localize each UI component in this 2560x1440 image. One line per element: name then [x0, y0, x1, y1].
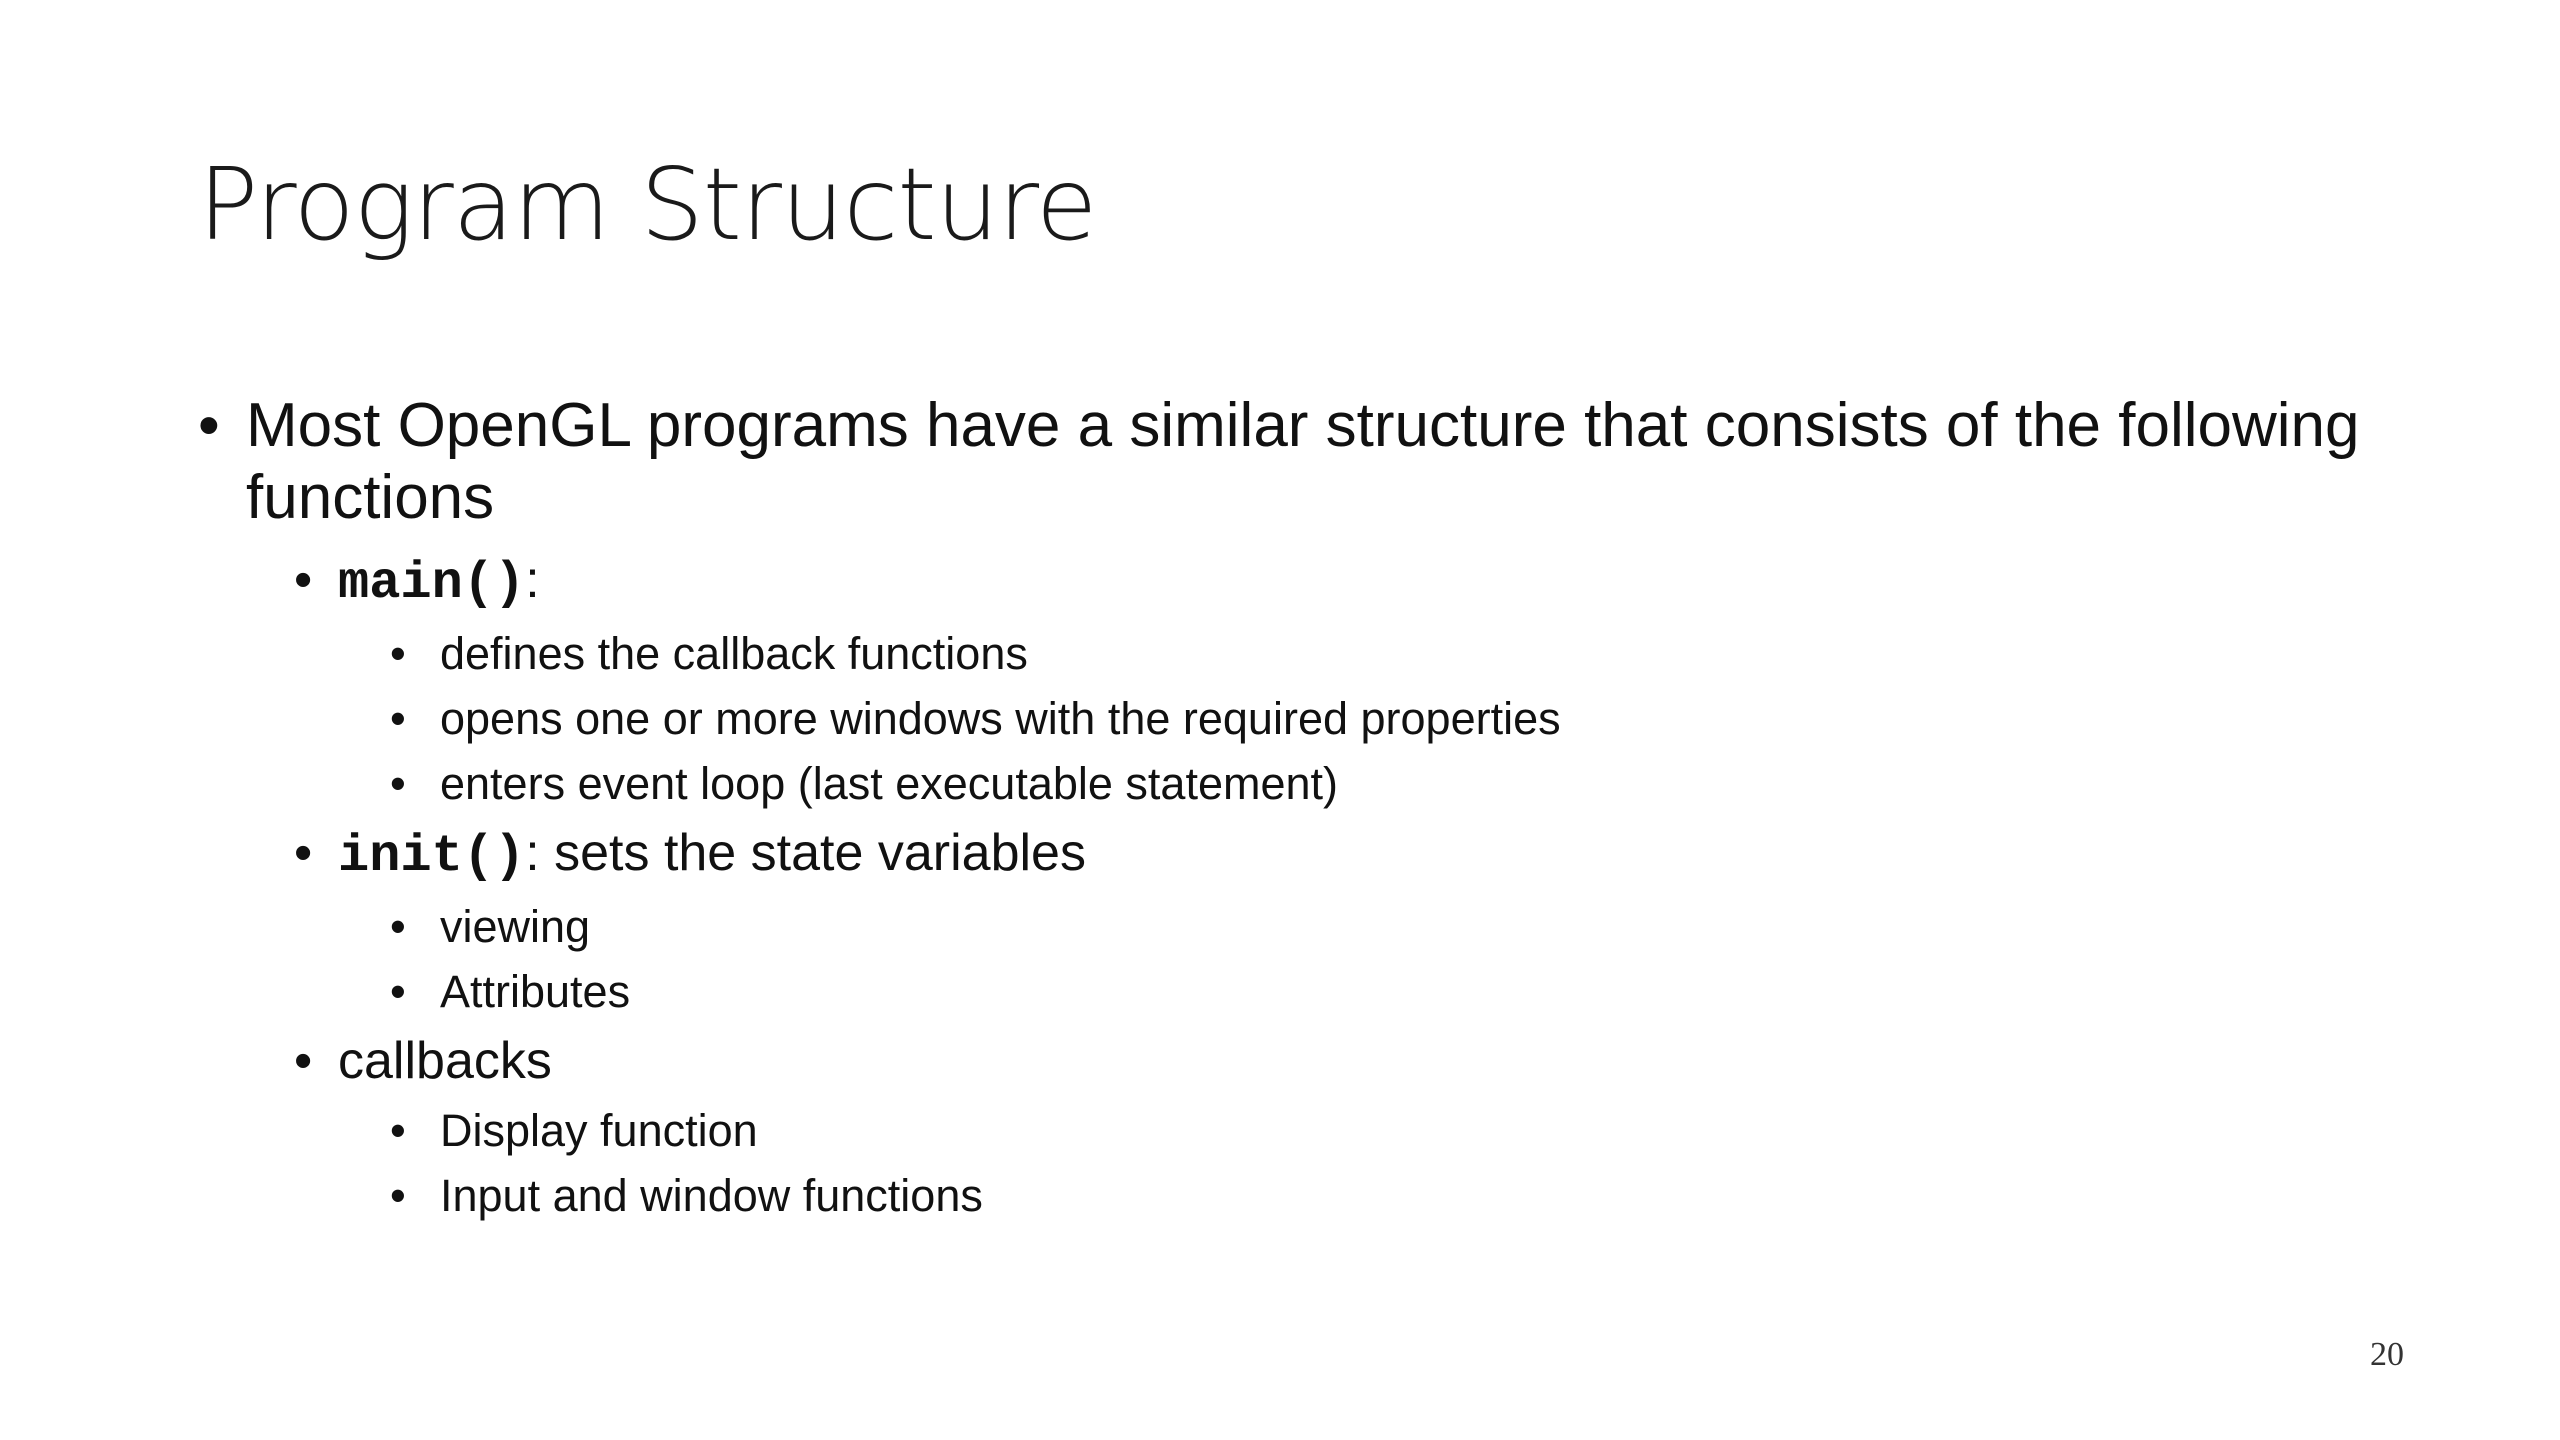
bullet-dot: •: [390, 628, 406, 679]
slide-body: [198, 390, 2398, 1233]
init-text: : sets the state variables: [525, 824, 1086, 882]
item-text: defines the callback functions: [440, 628, 1028, 679]
bullet-callbacks-item: [390, 1168, 2398, 1224]
bullet-dot: •: [294, 824, 313, 882]
page-number: 20: [2370, 1336, 2404, 1373]
bullet-level-1: [198, 390, 2398, 534]
bullet-callbacks-item: [390, 1103, 2398, 1159]
bullet-init-item: [390, 899, 2398, 955]
bullet-dot: •: [390, 1105, 406, 1156]
bullet-dot: •: [294, 1032, 313, 1090]
item-text: Input and window functions: [440, 1170, 983, 1221]
item-text: Display function: [440, 1105, 758, 1156]
bullet-dot: •: [390, 693, 406, 744]
main-text: :: [525, 551, 540, 609]
intro-text: Most OpenGL programs have a similar structure that consists of the following functions: [246, 391, 2360, 532]
bullet-dot: •: [198, 391, 220, 460]
bullet-dot: •: [390, 966, 406, 1017]
code-main: main(): [338, 554, 526, 613]
bullet-main-item: [390, 756, 2398, 812]
bullet-dot: •: [294, 551, 313, 609]
bullet-init: [294, 821, 2398, 889]
slide-title: Program Structure: [198, 146, 1097, 263]
bullet-init-item: [390, 964, 2398, 1020]
item-text: viewing: [440, 901, 591, 952]
item-text: enters event loop (last executable statement): [440, 758, 1339, 809]
bullet-callbacks: [294, 1029, 2398, 1093]
bullet-dot: •: [390, 758, 406, 809]
callbacks-text: callbacks: [338, 1032, 552, 1090]
bullet-main: [294, 548, 2398, 616]
bullet-main-item: [390, 626, 2398, 682]
code-init: init(): [338, 827, 526, 886]
item-text: opens one or more windows with the required properties: [440, 693, 1561, 744]
bullet-dot: •: [390, 901, 406, 952]
bullet-dot: •: [390, 1170, 406, 1221]
bullet-main-item: [390, 691, 2398, 747]
item-text: Attributes: [440, 966, 631, 1017]
